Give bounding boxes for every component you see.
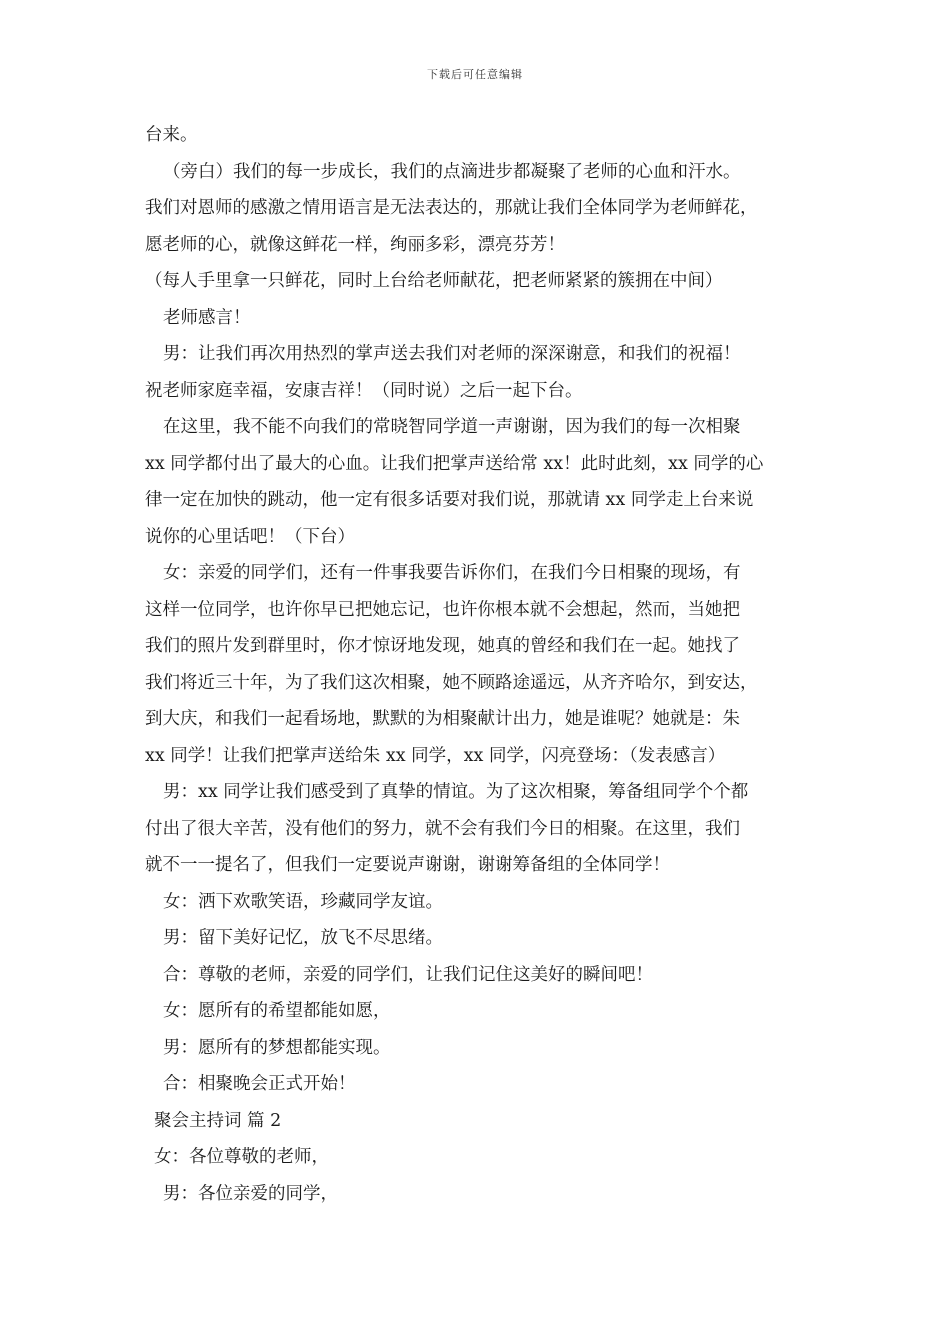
text-line: xx 同学都付出了最大的心血。让我们把掌声送给常 xx！此时此刻，xx 同学的心 [145,453,764,474]
text-line: 女：愿所有的希望都能如愿， [163,1001,391,1021]
text-line: 女：各位尊敬的老师， [154,1147,329,1167]
text-line: （每人手里拿一只鲜花，同时上台给老师献花，把老师紧紧的簇拥在中间） [145,271,723,291]
page-header-note: 下载后可任意编辑 [427,68,523,81]
text-line: 老师感言！ [163,307,251,328]
text-line: 这样一位同学，也许你早已把她忘记，也许你根本就不会想起，然而，当她把 [145,599,740,620]
text-line: 我们对恩师的感激之情用语言是无法表达的，那就让我们全体同学为老师鲜花， [145,198,758,218]
text-line: 在这里，我不能不向我们的常晓智同学道一声谢谢，因为我们的每一次相聚 [163,417,741,437]
text-line: 女：洒下欢歌笑语，珍藏同学友谊。 [163,891,443,912]
text-line: 男：留下美好记忆，放飞不尽思绪。 [163,928,443,948]
text-line: 说你的心里话吧！（下台） [145,526,355,547]
text-line: 付出了很大辛苦，没有他们的努力，就不会有我们今日的相聚。在这里，我们 [145,818,740,839]
text-line: 律一定在加快的跳动，他一定有很多话要对我们说，那就请 xx 同学走上台来说 [145,490,754,510]
text-line: 祝老师家庭幸福，安康吉祥！（同时说）之后一起下台。 [145,380,583,401]
document-body [145,117,813,1212]
text-line: 男：愿所有的梦想都能实现。 [163,1037,391,1058]
text-line: 男：xx 同学让我们感受到了真挚的情谊。为了这次相聚，筹备组同学个个都 [163,782,749,802]
text-line: 合：尊敬的老师，亲爱的同学们，让我们记住这美好的瞬间吧！ [163,964,653,985]
text-line: （旁白）我们的每一步成长，我们的点滴进步都凝聚了老师的心血和汗水。 [163,161,741,182]
text-line: 男：让我们再次用热烈的掌声送去我们对老师的深深谢意，和我们的祝福！ [163,344,741,364]
text-line: 就不一一提名了，但我们一定要说声谢谢，谢谢筹备组的全体同学！ [145,855,670,875]
text-line: 合：相聚晚会正式开始！ [163,1074,356,1094]
text-line: 男：各位亲爱的同学， [163,1183,338,1204]
text-line: 愿老师的心，就像这鲜花一样，绚丽多彩，漂亮芬芳！ [145,234,565,255]
text-line: 女：亲爱的同学们，还有一件事我要告诉你们，在我们今日相聚的现场，有 [163,563,741,583]
text-line: 我们将近三十年，为了我们这次相聚，她不顾路途遥远，从齐齐哈尔，到安达， [145,672,758,693]
text-line: 聚会主持词 篇 2 [154,1110,282,1131]
text-line: 台来。 [145,125,198,145]
text-line: xx 同学！让我们把掌声送给朱 xx 同学，xx 同学，闪亮登场：（发表感言） [145,745,726,766]
text-line: 我们的照片发到群里时，你才惊讶地发现，她真的曾经和我们在一起。她找了 [145,636,740,656]
text-line: 到大庆，和我们一起看场地，默默的为相聚献计出力，她是谁呢？她就是：朱 [145,709,740,729]
